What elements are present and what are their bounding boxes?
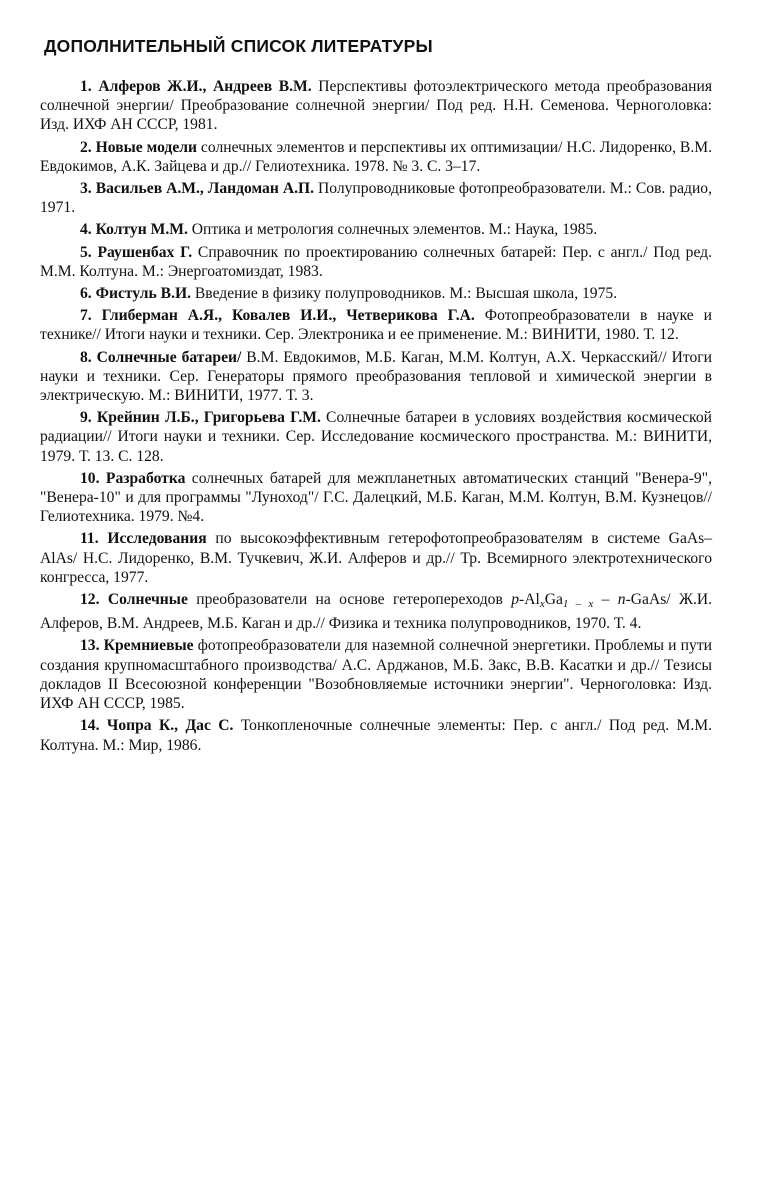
reference-text: Фотопреобразователи в науке и технике// Итоги науки и техники. Сер. Электроника и ее применение. М.: ВИНИТИ, 1980. Т. 12.	[40, 307, 712, 344]
reference-item-2	[40, 138, 712, 176]
formula-al: -Al	[519, 591, 540, 609]
formula-ga: Ga	[544, 591, 563, 609]
reference-number: 1.	[80, 78, 92, 95]
reference-item-14	[40, 716, 712, 754]
reference-text: солнечных батарей для межпланетных автоматических станций "Венера-9", "Венера-10" и для программы "Луноход"/ Г.С. Далецкий, М.Б. Каган, М.М. Колтун, В.М. Кузнецов// Гелиотехника. 1979. №4.	[40, 469, 712, 526]
reference-author: Новые модели	[95, 138, 197, 156]
reference-text: Введение в физику полупроводников. М.: Высшая школа, 1975.	[191, 285, 618, 303]
reference-text: солнечных элементов и перспективы их оптимизации/ Н.С. Лидоренко, В.М. Евдокимов, А.К. Зайцева и др.// Гелиотехника. 1978. № 3. С. 3–17.	[40, 138, 712, 175]
reference-text: Тонкопленочные солнечные элементы: Пер. с англ./ Под ред. М.М. Колтуна. М.: Мир, 1986.	[40, 717, 713, 754]
reference-text: фотопреобразователи для наземной солнечной энергетики. Проблемы и пути создания крупномасштабного производства/ А.С. Арджанов, М.Б. Закс, В.В. Касатки и др.// Тезисы докладов II Всесоюзной конференции "Возобновляемые источники энергии". Черноголовка: Изд. ИХФ АН СССР, 1985.	[40, 637, 712, 713]
reference-author: Солнечные батареи/	[96, 348, 242, 366]
reference-item-13	[40, 636, 712, 713]
reference-text: Оптика и метрология солнечных элементов. М.: Наука, 1985.	[187, 221, 598, 239]
reference-number: 2.	[80, 138, 92, 156]
reference-number: 10.	[80, 469, 100, 487]
reference-number: 7.	[80, 307, 92, 325]
reference-item-3	[40, 179, 712, 217]
formula-subscript-x: x	[539, 598, 545, 611]
reference-author: Исследования	[107, 530, 207, 548]
reference-item-6	[40, 284, 712, 303]
reference-author: Чопра К., Дас С.	[106, 717, 234, 735]
reference-item-10	[40, 469, 712, 527]
page-title: ДОПОЛНИТЕЛЬНЫЙ СПИСОК ЛИТЕРАТУРЫ	[44, 36, 433, 56]
reference-item-8	[40, 348, 712, 406]
reference-author: Крейнин Л.Б., Григорьева Г.М.	[96, 409, 321, 427]
reference-number: 14.	[80, 717, 100, 735]
reference-item-5	[40, 243, 712, 281]
reference-author: Алферов Ж.И., Андреев В.М.	[98, 78, 312, 95]
reference-number: 4.	[80, 221, 92, 239]
reference-list	[40, 77, 712, 755]
reference-item-9	[40, 408, 712, 466]
reference-text: Перспективы фотоэлектрического метода преобразования солнечной энергии/ Преобразование солнечной энергии/ Под ред. Н.Н. Семенова. Черноголовка: Изд. ИХФ АН СССР, 1981.	[40, 78, 712, 134]
reference-author: Разработка	[105, 469, 186, 487]
reference-item-4	[40, 220, 712, 239]
reference-item-12	[40, 590, 712, 633]
formula-n-type: – n	[593, 591, 626, 609]
reference-text: Полупроводниковые фотопреобразователи. М.: Сов. радио, 1971.	[40, 180, 712, 217]
reference-number: 9.	[80, 409, 92, 427]
reference-number: 13.	[80, 637, 100, 655]
reference-author: Кремниевые	[103, 637, 194, 655]
reference-item-1	[40, 77, 712, 135]
reference-text-before-formula: преобразователи на основе гетеропереходов	[187, 591, 512, 609]
reference-text: Солнечные батареи в условиях воздействия космической радиации// Итоги науки и техники. Сер. Исследование космического пространства. М.: ВИНИТИ, 1979. Т. 13. С. 128.	[40, 409, 712, 465]
reference-author: Васильев А.М., Ландоман А.П.	[95, 180, 315, 198]
reference-author: Фистуль В.И.	[95, 285, 191, 303]
formula-gaas: -GaAs/	[625, 591, 671, 609]
reference-number: 3.	[80, 180, 92, 198]
formula-p-type: p	[511, 591, 520, 609]
reference-number: 6.	[80, 285, 92, 303]
reference-text: Справочник по проектированию солнечных батарей: Пер. с англ./ Под ред. М.М. Колтуна. М.: Энергоатомиздат, 1983.	[40, 243, 712, 280]
reference-text-after-formula: Ж.И. Алферов, В.М. Андреев, М.Б. Каган и др.// Физика и техника полупроводников, 1970. Т. 4.	[40, 591, 713, 633]
reference-item-7	[40, 306, 712, 344]
reference-number: 12.	[80, 591, 100, 609]
reference-text: по высокоэффективным гетерофотопреобразователям в системе GaAs–AlAs/ Н.С. Лидоренко, В.М. Тучкевич, Ж.И. Алферов и др.// Тр. Всемирного электротехнического конгресса, 1977.	[40, 530, 712, 586]
formula-subscript-1-x: 1 – x	[562, 598, 594, 611]
reference-author: Раушенбах Г.	[97, 243, 193, 261]
reference-item-11	[40, 529, 712, 587]
reference-author: Солнечные	[107, 591, 188, 609]
reference-number: 11.	[80, 530, 99, 548]
reference-number: 8.	[80, 348, 92, 366]
reference-number: 5.	[80, 243, 92, 261]
reference-author: Колтун М.М.	[95, 221, 188, 239]
reference-author: Глиберман А.Я., Ковалев И.И., Четверикова Г.А.	[101, 307, 475, 325]
reference-text: В.М. Евдокимов, М.Б. Каган, М.М. Колтун, А.Х. Черкасский// Итоги науки и техники. Сер. Генераторы прямого преобразования тепловой и химической энергии в электрическую. М.: ВИНИТИ, 1977. Т. 3.	[40, 348, 713, 405]
